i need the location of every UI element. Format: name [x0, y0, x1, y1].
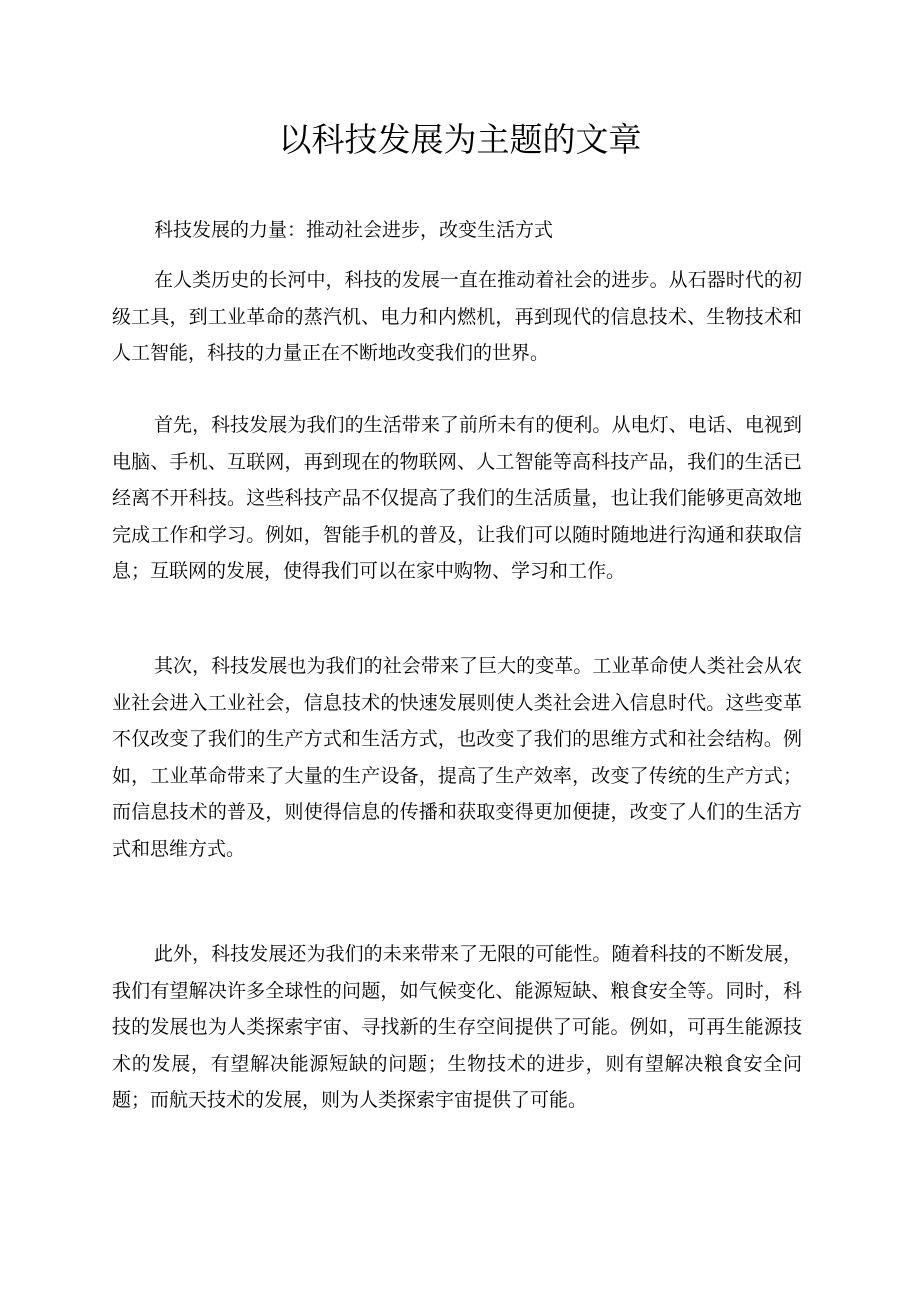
- paragraph-convenience: 首先，科技发展为我们的生活带来了前所未有的便利。从电灯、电话、电视到电脑、手机、互联网，再到现在的物联网、人工智能等高科技产品，我们的生活已经离不开科技。这些科技产品不仅提高了我们的生活质量，也让我们能够更高效地完成工作和学习。例如，智能手机的普及，让我们可以随时随地进行沟通和获取信息；互联网的发展，使得我们可以在家中购物、学习和工作。: [112, 414, 802, 582]
- document-title: 以科技发展为主题的文章: [278, 120, 642, 159]
- paragraph-social-change: 其次，科技发展也为我们的社会带来了巨大的变革。工业革命使人类社会从农业社会进入工业社会，信息技术的快速发展则使人类社会进入信息时代。这些变革不仅改变了我们的生产方式和生活方式，也改变了我们的思维方式和社会结构。例如，工业革命带来了大量的生产设备，提高了生产效率，改变了传统的生产方式；而信息技术的普及，则使得信息的传播和获取变得更加便捷，改变了人们的生活方式和思维方式。: [112, 655, 802, 860]
- paragraph-future: 此外，科技发展还为我们的未来带来了无限的可能性。随着科技的不断发展，我们有望解决许多全球性的问题，如气候变化、能源短缺、粮食安全等。同时，科技的发展也为人类探索宇宙、寻找新的生存空间提供了可能。例如，可再生能源技术的发展，有望解决能源短缺的问题；生物技术的进步，则有望解决粮食安全问题；而航天技术的发展，则为人类探索宇宙提供了可能。: [112, 943, 802, 1111]
- document-subtitle: 科技发展的力量：推动社会进步，改变生活方式: [154, 219, 554, 241]
- paragraph-intro: 在人类历史的长河中，科技的发展一直在推动着社会的进步。从石器时代的初级工具，到工业革命的蒸汽机、电力和内燃机，再到现代的信息技术、生物技术和人工智能，科技的力量正在不断地改变我们的世界。: [112, 269, 802, 364]
